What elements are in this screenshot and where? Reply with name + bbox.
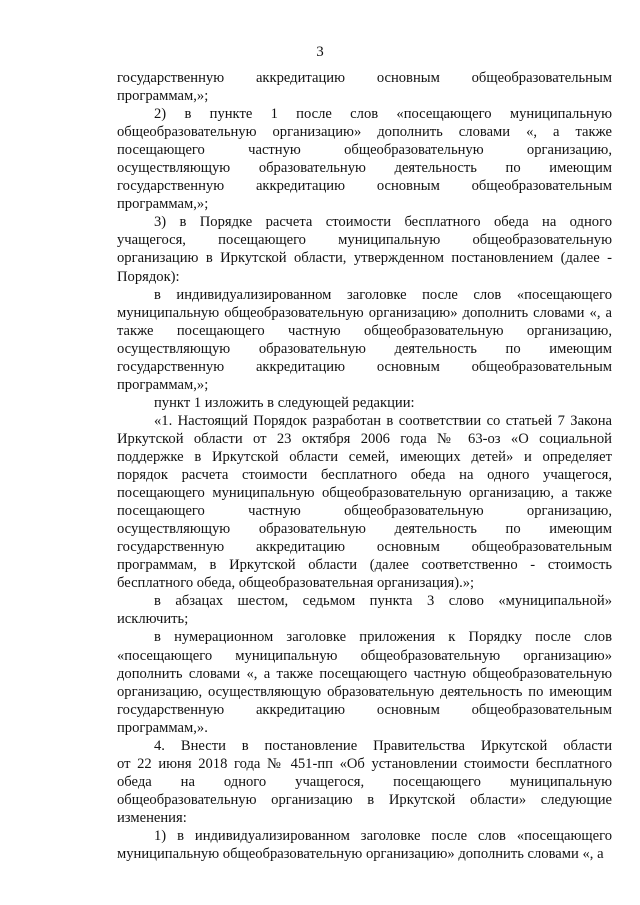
text-line: организацию в Иркутской области, утвержденном постановлением (далее - [117, 250, 612, 267]
text-line: посещающего частную общеобразовательную организацию, [117, 503, 612, 520]
text-line: программам,»; [117, 196, 209, 213]
text-line: муниципальную общеобразовательную организацию» дополнить словами «, а [117, 846, 604, 863]
paragraph [117, 412, 612, 592]
text-line: Иркутской области от 23 октября 2006 года № 63-оз «О социальной [117, 430, 612, 447]
text-line: изменения: [117, 809, 187, 826]
text-line: поддержке в Иркутской области семей, имеющих детей» и определяет [117, 448, 612, 465]
text-line: посещающего муниципальную общеобразовательную организацию, а также [117, 485, 612, 502]
text-line: осуществляющую образовательную деятельность по имеющим [117, 340, 612, 357]
text-line: в индивидуализированном заголовке после слов «посещающего [154, 286, 612, 303]
paragraph [117, 213, 612, 285]
text-line: государственную аккредитацию основным общеобразовательным [117, 358, 612, 375]
text-line: осуществляющую образовательную деятельность по имеющим [117, 160, 612, 177]
text-line: «посещающего муниципальную общеобразовательную организацию» [117, 647, 612, 664]
text-line: государственную аккредитацию основным общеобразовательным [117, 70, 612, 86]
paragraph [117, 827, 612, 863]
text-line: бесплатного обеда, общеобразовательная организация).»; [117, 575, 475, 592]
document-body [117, 69, 612, 863]
page-number: 3 [316, 44, 324, 60]
text-line: пункт 1 изложить в следующей редакции: [154, 394, 415, 411]
text-line: программам,»; [117, 376, 209, 393]
text-line: Порядок): [117, 268, 180, 285]
text-line: 2) в пункте 1 после слов «посещающего муниципальную [154, 106, 612, 123]
paragraph [117, 628, 612, 736]
paragraph [117, 69, 612, 105]
text-line: исключить; [117, 611, 189, 628]
text-line: программам, в Иркутской области (далее соответственно - стоимость [117, 557, 612, 574]
text-line: 1) в индивидуализированном заголовке после слов «посещающего [154, 827, 612, 844]
text-line: посещающего частную общеобразовательную организацию, [117, 142, 612, 159]
text-line: государственную аккредитацию основным общеобразовательным [117, 701, 612, 718]
paragraph [117, 105, 612, 213]
text-line: программам,». [117, 719, 208, 736]
text-line: программам,»; [117, 88, 209, 105]
text-line: также посещающего частную общеобразовательную организацию, [117, 322, 612, 339]
text-line: «1. Настоящий Порядок разработан в соответствии со статьей 7 Закона [154, 412, 612, 429]
text-line: от 22 июня 2018 года № 451-пп «Об установлении стоимости бесплатного [117, 755, 612, 772]
text-line: дополнить словами «, а также посещающего частную общеобразовательную [117, 665, 612, 682]
text-line: 4. Внести в постановление Правительства Иркутской области [154, 737, 612, 754]
paragraph [117, 394, 612, 412]
text-line: муниципальную общеобразовательную организацию» дополнить словами «, а [117, 304, 612, 321]
text-line: 3) в Порядке расчета стоимости бесплатного обеда на одного [154, 214, 612, 231]
text-line: организацию, осуществляющую образовательную деятельность по имеющим [117, 683, 612, 700]
text-line: в абзацах шестом, седьмом пункта 3 слово «муниципальной» [154, 593, 612, 610]
text-line: учащегося, посещающего муниципальную общеобразовательную [117, 232, 612, 249]
paragraph [117, 286, 612, 394]
text-line: осуществляющую образовательную деятельность по имеющим [117, 521, 612, 538]
text-line: порядок расчета стоимости бесплатного обеда на одного учащегося, [117, 467, 612, 484]
paragraph [117, 592, 612, 628]
text-line: обеда на одного учащегося, посещающего муниципальную [117, 773, 612, 790]
text-line: в нумерационном заголовке приложения к Порядку после слов [154, 629, 612, 646]
text-line: общеобразовательную организацию в Иркутской области» следующие [117, 791, 612, 808]
paragraph [117, 737, 612, 827]
text-line: государственную аккредитацию основным общеобразовательным [117, 178, 612, 195]
text-line: государственную аккредитацию основным общеобразовательным [117, 539, 612, 556]
text-line: общеобразовательную организацию» дополнить словами «, а также [117, 124, 612, 141]
